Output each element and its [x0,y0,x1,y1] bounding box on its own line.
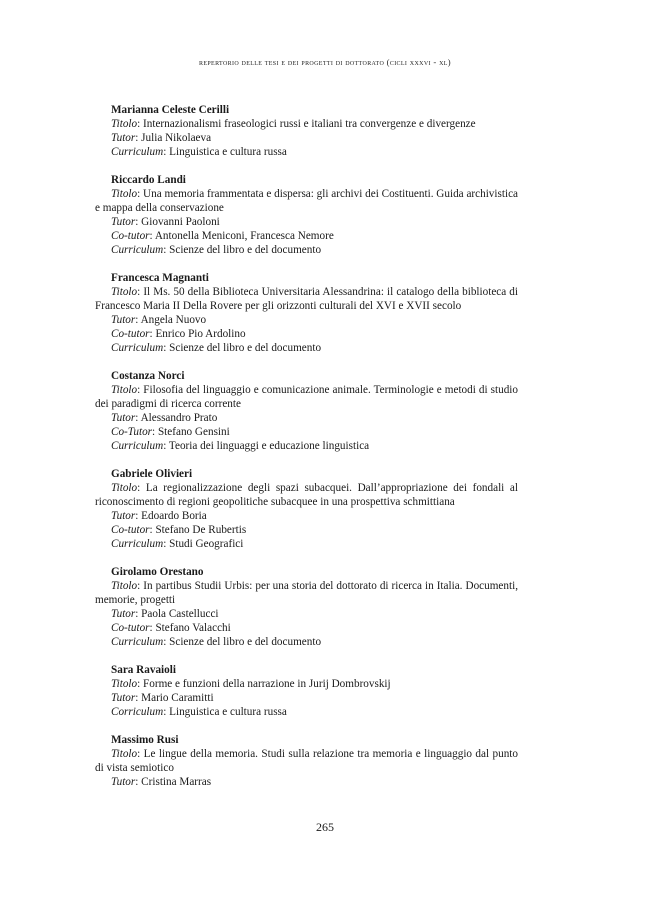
author-name: Gabriele Olivieri [111,468,193,480]
thesis-entry [95,733,518,789]
field-label: Titolo [111,384,138,396]
author-name: Sara Ravaioli [111,664,176,676]
field-value: Mario Caramitti [141,692,214,704]
field-value: Julia Nikolaeva [141,132,212,144]
field-label: Titolo [111,286,138,298]
field-label: Corriculum [111,706,164,718]
tutor-line: Tutor: Giovanni Paoloni [111,216,220,228]
field-label: Titolo [111,188,138,200]
field-value: Angela Nuovo [140,314,207,326]
tutor-line: Tutor: Paola Castellucci [111,608,219,620]
thesis-entry [95,173,518,257]
field-label: Titolo [111,580,138,592]
field-value: Forme e funzioni della narrazione in Jurij Dombrovskij [143,678,391,690]
page-number: 265 [316,820,334,834]
author-name: Marianna Celeste Cerilli [111,104,230,116]
curriculum-line: Curriculum: Teoria dei linguaggi e educazione linguistica [111,440,370,452]
field-label: Tutor [111,776,136,788]
title-line: Titolo: Il Ms. 50 della Biblioteca Universitaria Alessandrina: il catalogo della biblioteca di Francesco Maria II Della Rovere per gli orizzonti culturali del XVI e XVII secolo [95,286,519,312]
field-value: La regionalizzazione degli spazi subacquei. Dall’appropriazione dei fondali al riconoscimento di regioni geopolitiche subacquee in una prospettiva schmittiana [95,482,518,508]
field-label: Tutor [111,692,136,704]
field-value: Paola Castellucci [141,608,219,620]
field-label: Curriculum [111,146,164,158]
curriculum-line: Curriculum: Studi Geografici [111,538,244,550]
field-value: Linguistica e cultura russa [169,706,287,718]
thesis-entry [95,369,518,453]
field-label: Co-tutor [111,622,150,634]
title-line: Titolo: Filosofia del linguaggio e comunicazione animale. Terminologie e metodi di studio dei paradigmi di ricerca corrente [95,384,519,410]
author-name: Costanza Norci [111,370,185,382]
field-label: Curriculum [111,636,164,648]
field-label: Co-tutor [111,328,150,340]
title-line: Titolo: Le lingue della memoria. Studi sulla relazione tra memoria e linguaggio dal punto di vista semiotico [95,748,519,774]
field-value: Teoria dei linguaggi e educazione linguistica [168,440,370,452]
field-label: Co-tutor [111,524,150,536]
field-value: Stefano Gensini [157,426,230,438]
thesis-entry [95,103,518,159]
title-line: Titolo: Una memoria frammentata e dispersa: gli archivi dei Costituenti. Guida archivistica e mappa della conservazione [95,188,519,214]
field-value: Edoardo Boria [141,510,207,522]
author-name: Riccardo Landi [111,174,186,186]
field-value: Studi Geografici [169,538,244,550]
field-label: Tutor [111,216,136,228]
field-label: Curriculum [111,440,164,452]
field-label: Tutor [111,608,136,620]
running-header: repertorio delle tesi e dei progetti di dottorato (cicli xxxvi - xl) [199,57,451,67]
tutor-line: Tutor: Cristina Marras [111,776,212,788]
field-value: Cristina Marras [141,776,212,788]
author-name: Girolamo Orestano [111,566,204,578]
thesis-entry [95,663,518,719]
co-tutor-line: Co-tutor: Stefano Valacchi [111,622,231,634]
field-value: Enrico Pio Ardolino [155,328,246,340]
title-line: Titolo: Internazionalismi fraseologici russi e italiani tra convergenze e divergenze [111,118,476,130]
field-label: Tutor [111,132,136,144]
curriculum-line: Curriculum: Scienze del libro e del documento [111,636,322,648]
field-value: Linguistica e cultura russa [169,146,287,158]
field-label: Tutor [111,412,136,424]
author-name: Massimo Rusi [111,734,179,746]
tutor-line: Tutor: Julia Nikolaeva [111,132,212,144]
field-value: Scienze del libro e del documento [169,342,322,354]
thesis-entry [95,271,518,355]
field-label: Titolo [111,678,138,690]
curriculum-line: Curriculum: Scienze del libro e del documento [111,244,322,256]
field-value: Alessandro Prato [140,412,218,424]
field-value: Una memoria frammentata e dispersa: gli archivi dei Costituenti. Guida archivistica e mappa della conservazione [95,188,519,214]
field-label: Curriculum [111,538,164,550]
author-name: Francesca Magnanti [111,272,209,284]
field-value: Antonella Meniconi, Francesca Nemore [154,230,334,242]
field-value: Il Ms. 50 della Biblioteca Universitaria Alessandrina: il catalogo della biblioteca di Francesco Maria II Della Rovere per gli orizzonti culturali del XVI e XVII secolo [95,286,519,312]
field-label: Titolo [111,118,138,130]
thesis-list [95,103,518,803]
thesis-entry [95,565,518,649]
curriculum-line: Curriculum: Scienze del libro e del documento [111,342,322,354]
co-tutor-line: Co-Tutor: Stefano Gensini [111,426,230,438]
field-label: Titolo [111,482,138,494]
field-label: Curriculum [111,244,164,256]
field-value: Scienze del libro e del documento [169,244,322,256]
field-label: Titolo [111,748,138,760]
field-value: Le lingue della memoria. Studi sulla relazione tra memoria e linguaggio dal punto di vista semiotico [95,748,519,774]
tutor-line: Tutor: Edoardo Boria [111,510,207,522]
field-value: Stefano Valacchi [155,622,231,634]
tutor-line: Tutor: Angela Nuovo [111,314,207,326]
field-value: Scienze del libro e del documento [169,636,322,648]
field-label: Tutor [111,510,136,522]
field-label: Co-tutor [111,230,150,242]
co-tutor-line: Co-tutor: Antonella Meniconi, Francesca Nemore [111,230,334,242]
field-label: Co-Tutor [111,426,153,438]
field-value: Filosofia del linguaggio e comunicazione animale. Terminologie e metodi di studio dei paradigmi di ricerca corrente [95,384,519,410]
title-line: Titolo: In partibus Studii Urbis: per una storia del dottorato di ricerca in Italia. Documenti, memorie, progetti [95,580,518,606]
tutor-line: Tutor: Alessandro Prato [111,412,218,424]
field-value: Giovanni Paoloni [141,216,220,228]
curriculum-line: Corriculum: Linguistica e cultura russa [111,706,287,718]
field-label: Curriculum [111,342,164,354]
co-tutor-line: Co-tutor: Enrico Pio Ardolino [111,328,246,340]
co-tutor-line: Co-tutor: Stefano De Rubertis [111,524,247,536]
title-line: Titolo: Forme e funzioni della narrazione in Jurij Dombrovskij [111,678,391,690]
curriculum-line: Curriculum: Linguistica e cultura russa [111,146,287,158]
tutor-line: Tutor: Mario Caramitti [111,692,214,704]
field-value: Stefano De Rubertis [155,524,247,536]
field-value: Internazionalismi fraseologici russi e italiani tra convergenze e divergenze [143,118,476,130]
field-label: Tutor [111,314,136,326]
thesis-entry [95,467,518,551]
field-value: In partibus Studii Urbis: per una storia del dottorato di ricerca in Italia. Documenti, memorie, progetti [95,580,518,606]
title-line: Titolo: La regionalizzazione degli spazi subacquei. Dall’appropriazione dei fondali al riconoscimento di regioni geopolitiche subacquee in una prospettiva schmittiana [95,482,518,508]
